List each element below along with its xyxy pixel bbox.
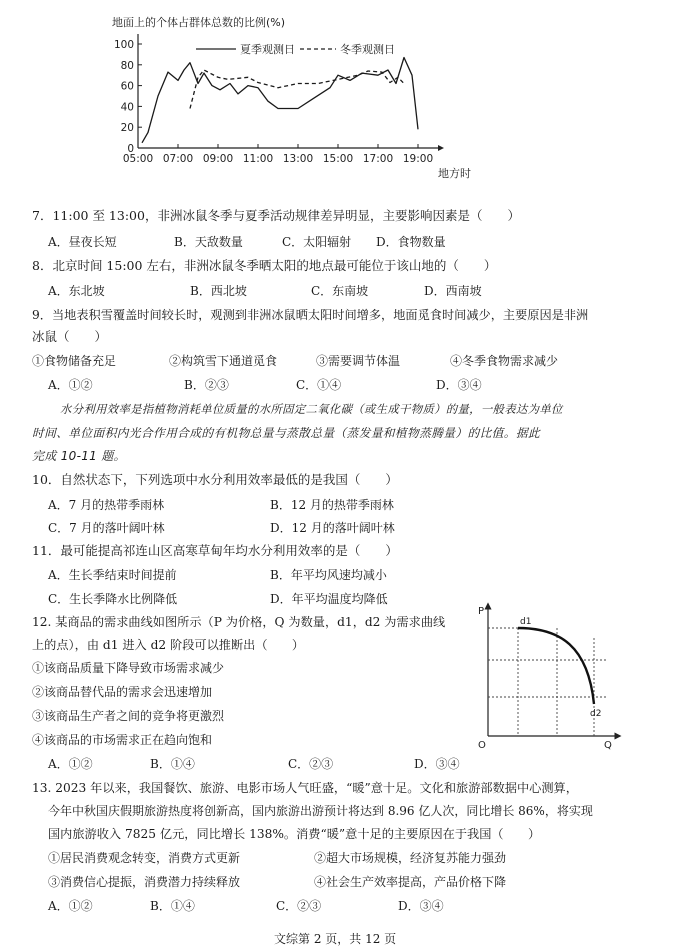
legend-winter: 冬季观测日 xyxy=(340,43,395,56)
q9-stem-line2: 冰鼠（ ） xyxy=(32,329,108,344)
q12-option-c: C．②③ xyxy=(288,757,334,771)
y-tick-label: 60 xyxy=(120,80,134,93)
q10-option-d: D．12 月的落叶阔叶林 xyxy=(270,521,395,535)
q13-stem-line1: 13. 2023 年以来，我国餐饮、旅游、电影市场人气旺盛，“暖”意十足。文化和旅游部数据中心测算， xyxy=(32,781,578,795)
y-tick-label: 0 xyxy=(127,143,134,155)
q11-option-d: D．年平均温度均降低 xyxy=(270,592,388,606)
q12-stem-line1: 12. 某商品的需求曲线如图所示（P 为价格，Q 为数量，d1，d2 为需求曲线 xyxy=(32,615,446,629)
x-tick-label: 13:00 xyxy=(282,153,314,165)
x-axis-arrow xyxy=(438,145,444,151)
q9-stem-line1: 9．当地表积雪覆盖时间较长时，观测到非洲冰鼠晒太阳时间增多，地面觅食时间减少，主要原因是非洲 xyxy=(32,308,589,322)
x-tick-label: 07:00 xyxy=(162,153,194,165)
q12-stem-line2: 上的点），由 d1 进入 d2 阶段可以推断出（ ） xyxy=(32,638,305,652)
q9-item-4: ④冬季食物需求减少 xyxy=(450,354,559,368)
q7-stem: 7．11:00 至 13:00，非洲冰鼠冬季与夏季活动规律差异明显，主要影响因素是（ ） xyxy=(32,208,520,223)
q9-item-1: ①食物储备充足 xyxy=(32,354,117,368)
q10-option-b: B．12 月的热带季雨林 xyxy=(270,498,394,512)
passage-line-1: 水分利用效率是指植物消耗单位质量的水所固定二氧化碳（或生成干物质）的量，一般表达为单位 xyxy=(60,402,563,416)
activity-line-chart xyxy=(0,0,693,200)
q13-option-b: B．①④ xyxy=(150,899,195,913)
q13-option-c: C．②③ xyxy=(276,899,322,913)
q9-option-c: C．①④ xyxy=(296,378,342,392)
y-tick-label: 20 xyxy=(120,122,134,135)
q12-item-1: ①该商品质量下降导致市场需求减少 xyxy=(32,661,225,675)
x-tick-label: 17:00 xyxy=(362,153,394,165)
q8-option-a: A．东北坡 xyxy=(48,284,105,298)
q9-item-2: ②构筑雪下通道觅食 xyxy=(169,354,278,368)
q9-item-3: ③需要调节体温 xyxy=(316,354,401,368)
demand-point-d1: d1 xyxy=(520,617,532,627)
chart1-xlabel: 地方时 xyxy=(438,167,471,180)
demand-origin-label: O xyxy=(478,740,486,750)
q13-item-2: ②超大市场规模，经济复苏能力强劲 xyxy=(314,851,507,865)
q9-option-d: D．③④ xyxy=(436,378,482,392)
q9-option-b: B．②③ xyxy=(184,378,229,392)
chart1-legend xyxy=(196,42,395,56)
page-footer: 文综第 2 页，共 12 页 xyxy=(274,932,397,946)
legend-summary: 夏季观测日 xyxy=(240,43,295,56)
q7-option-c: C．太阳辐射 xyxy=(282,235,352,249)
chart1-x-ticks xyxy=(123,144,433,165)
q13-stem-line2: 今年中秋国庆假期旅游热度将创新高，国内旅游出游预计将达到 8.96 亿人次，同比增长 86%，将实现 xyxy=(48,804,593,818)
q8-option-d: D．西南坡 xyxy=(424,284,482,298)
q11-option-b: B．年平均风速均减小 xyxy=(270,568,387,582)
q11-option-c: C．生长季降水比例降低 xyxy=(48,592,178,606)
demand-curve xyxy=(518,628,594,704)
q12-option-b: B．①④ xyxy=(150,757,195,771)
demand-y-label: P xyxy=(478,606,485,617)
q7-option-a: A．昼夜长短 xyxy=(48,235,117,249)
q10-stem: 10．自然状态下，下列选项中水分利用效率最低的是我国（ ） xyxy=(32,472,398,487)
demand-curve-chart xyxy=(470,598,630,750)
q8-stem: 8．北京时间 15:00 左右，非洲冰鼠冬季晒太阳的地点最可能位于该山地的（ ） xyxy=(32,258,497,273)
q11-option-a: A．生长季结束时间提前 xyxy=(48,568,177,582)
q9-option-a: A．①② xyxy=(48,378,93,392)
passage-line-2: 时间、单位面积内光合作用合成的有机物总量与蒸散总量（蒸发量和植物蒸腾量）的比值。据此 xyxy=(32,426,541,440)
q10-option-a: A．7 月的热带季雨林 xyxy=(48,498,165,512)
q12-item-3: ③该商品生产者之间的竞争将更激烈 xyxy=(32,709,225,723)
q11-stem: 11．最可能提高祁连山区高寒草甸年均水分利用效率的是（ ） xyxy=(32,543,398,558)
q12-item-2: ②该商品替代品的需求会迅速增加 xyxy=(32,685,213,699)
q13-option-a: A．①② xyxy=(48,899,93,913)
x-tick-label: 19:00 xyxy=(402,153,434,165)
q13-item-3: ③消费信心提振，消费潜力持续释放 xyxy=(48,875,241,889)
y-tick-label: 80 xyxy=(120,59,134,72)
chart1-series xyxy=(142,58,418,143)
x-tick-label: 15:00 xyxy=(322,153,354,165)
q8-option-b: B．西北坡 xyxy=(190,284,247,298)
q7-option-b: B．天敌数量 xyxy=(174,235,243,249)
demand-x-label: Q xyxy=(604,740,612,750)
y-tick-label: 40 xyxy=(120,101,134,114)
series-summer-line xyxy=(142,58,418,143)
q12-item-4: ④该商品的市场需求正在趋向饱和 xyxy=(32,733,213,747)
x-tick-label: 05:00 xyxy=(122,153,154,165)
demand-point-d2: d2 xyxy=(590,709,602,719)
q13-item-1: ①居民消费观念转变，消费方式更新 xyxy=(48,851,241,865)
q12-option-a: A．①② xyxy=(48,757,93,771)
q12-option-d: D．③④ xyxy=(414,757,460,771)
q8-option-c: C．东南坡 xyxy=(311,284,369,298)
q13-item-4: ④社会生产效率提高，产品价格下降 xyxy=(314,875,507,889)
chart1-ylabel: 地面上的个体占群体总数的比例(%) xyxy=(112,16,286,29)
series-winter-line xyxy=(190,70,404,109)
q7-option-d: D．食物数量 xyxy=(376,235,446,249)
x-tick-label: 11:00 xyxy=(242,153,274,165)
x-tick-label: 09:00 xyxy=(202,153,234,165)
q13-stem-line3: 国内旅游收入 7825 亿元，同比增长 138%。消费“暖”意十足的主要原因在于我国（ ） xyxy=(48,827,541,841)
q10-option-c: C．7 月的落叶阔叶林 xyxy=(48,521,165,535)
q13-option-d: D．③④ xyxy=(398,899,444,913)
y-tick-label: 100 xyxy=(113,39,134,51)
passage-line-3: 完成 10-11 题。 xyxy=(32,449,126,463)
